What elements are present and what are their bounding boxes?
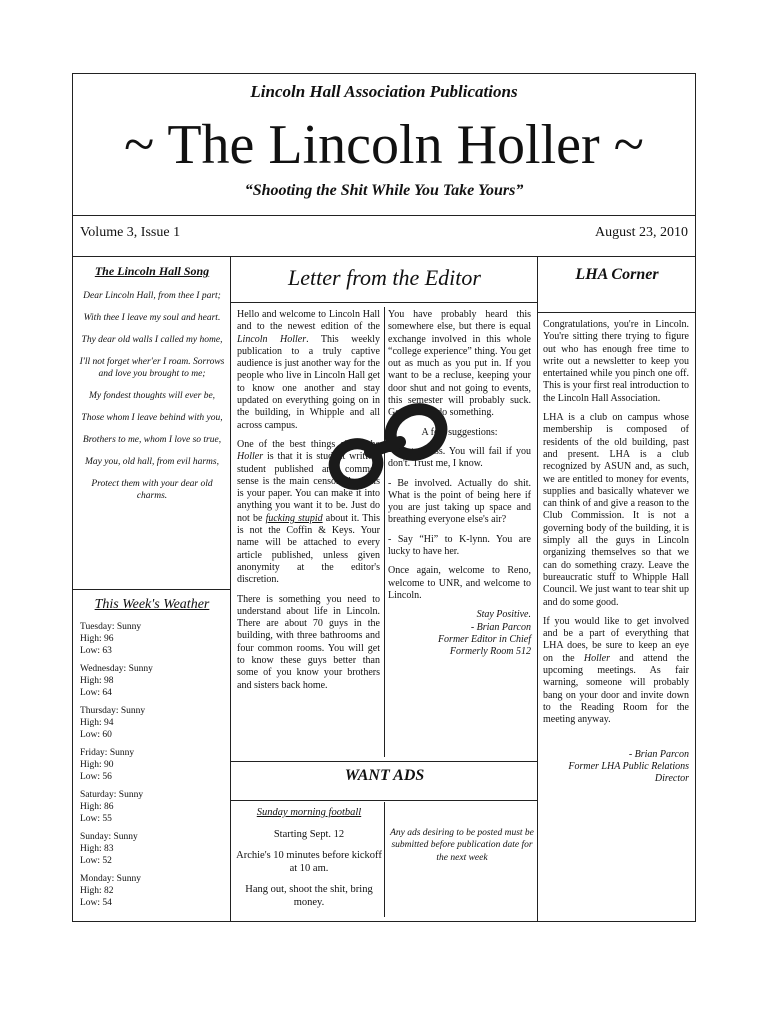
weather-day-name: Wednesday: Sunny	[80, 664, 153, 674]
ad-line: Archie's 10 minutes before kickoff at 10 am.	[236, 850, 382, 874]
weather-title: This Week's Weather	[94, 597, 210, 612]
weather-day	[80, 831, 225, 867]
weather-day-name: Tuesday: Sunny	[80, 622, 142, 632]
weather-high: High: 82	[80, 886, 114, 896]
issue-date: August 23, 2010	[595, 225, 688, 240]
song-lyrics	[76, 290, 228, 512]
rule-editor-gutter	[384, 307, 385, 757]
rule-wantads-title	[230, 800, 537, 801]
rule-song-bottom	[72, 589, 230, 590]
rule-right-column	[537, 256, 538, 922]
weather-high: High: 96	[80, 634, 114, 644]
ad-heading: Sunday morning football	[256, 807, 362, 818]
weather-day-name: Sunday: Sunny	[80, 832, 138, 842]
lha-corner-title: LHA Corner	[575, 266, 659, 283]
weather-day	[80, 747, 225, 783]
text-run: about it. This is not the Coffin & Keys. Your name will be attached to every article published, unless given anonymity at the editor's discretion.	[237, 512, 381, 586]
ad-submission-note: Any ads desiring to be posted must be submitted before publication date for the next week	[390, 828, 534, 863]
weather-day	[80, 873, 225, 909]
lha-paragraph	[543, 616, 689, 727]
text-run: If you would like to get involved and be a part of everything that LHA does, be sure to keep an eye on the	[543, 615, 689, 664]
suggestions-heading: A few suggestions:	[421, 426, 498, 438]
lha-paragraph: LHA is a club on campus whose membership is composed of residents of the old building, past and present. LHA is a club recognized by ASUN and, as such, we are entitled to money for events, supplies and basically whatever we can think of and give a reason to the Club Commission. It is not a governing body of the building, it is simply all the guys in Lincoln organizing themselves so that we can do something crazy. Leave the bureaucratic stuff to Whipple Hall Council. We just want to tear shit up and do some good.	[543, 412, 689, 608]
text-run: Hello and welcome to Lincoln Hall and to the newest edition of the	[237, 309, 380, 333]
weather-day	[80, 705, 225, 741]
song-line: Thy dear old walls I called my home,	[81, 335, 223, 345]
editor-paragraph: There is something you need to understand about life in Lincoln. There are about 70 guys in the building, with three bathrooms and four common rooms. You will get to know these guys better than some of you know your brothers and sisters back home.	[237, 593, 380, 691]
editor-paragraph: Once again, welcome to Reno, welcome to UNR, and welcome to Lincoln.	[388, 565, 531, 601]
lha-column	[543, 319, 689, 785]
weather-day	[80, 789, 225, 825]
suggestion: - Say “Hi” to K-lynn. You are lucky to have her.	[388, 533, 531, 558]
signature-line: Stay Positive.	[476, 609, 531, 621]
signature-line: Former LHA Public Relations Director	[568, 760, 689, 785]
song-line: Brothers to me, whom I love so true,	[82, 435, 222, 445]
rule-masthead-bottom	[72, 215, 696, 216]
editor-signature	[388, 609, 531, 658]
lha-signature	[543, 749, 689, 786]
text-run: One of the best things about the	[237, 438, 380, 450]
signature-line: Formerly Room 512	[449, 646, 531, 658]
ad-line: Hang out, shoot the shit, bring money.	[245, 884, 373, 908]
editor-letter-title: Letter from the Editor	[288, 265, 481, 290]
rule-editor-title	[230, 302, 537, 303]
song-line: May you, old hall, from evil harms,	[85, 457, 219, 467]
infinity-logo-icon	[326, 394, 456, 504]
want-ads-title: WANT ADS	[344, 767, 425, 784]
weather-high: High: 83	[80, 844, 114, 854]
song-line: With thee I leave my soul and heart.	[83, 313, 221, 323]
weather-low: Low: 52	[80, 856, 112, 866]
weather-low: Low: 56	[80, 772, 112, 782]
weather-day-name: Saturday: Sunny	[80, 790, 144, 800]
song-line: Those whom I leave behind with you,	[81, 413, 223, 423]
rule-left-column	[230, 256, 231, 922]
song-line: Dear Lincoln Hall, from thee I part;	[83, 291, 221, 301]
weather-day	[80, 621, 225, 657]
weather-high: High: 86	[80, 802, 114, 812]
suggestion: - Be involved. Actually do shit. What is the point of being here if you are just taking up space and breathing everyone else's air?	[388, 477, 531, 526]
signature-line: Former Editor in Chief	[437, 633, 531, 645]
volume-issue: Volume 3, Issue 1	[80, 225, 181, 240]
text-run: and attend the upcoming meetings. As fair warning, someone will probably bang on your door and invite down to the Reading Room for the meeting anyway.	[543, 652, 690, 726]
song-title: The Lincoln Hall Song	[94, 264, 210, 278]
ad-line: Starting Sept. 12	[273, 829, 345, 840]
weather-low: Low: 55	[80, 814, 112, 824]
weather-low: Low: 54	[80, 898, 112, 908]
rule-wantads-top	[230, 761, 537, 762]
text-run: fucking stupid	[265, 512, 323, 524]
weather-day-name: Thursday: Sunny	[80, 706, 146, 716]
text-run: Holler	[583, 652, 610, 664]
weather-low: Low: 63	[80, 646, 112, 656]
weather-low: Low: 64	[80, 688, 112, 698]
signature-line: - Brian Parcon	[628, 748, 689, 760]
rule-wantads-gutter	[384, 802, 385, 917]
text-run: Holler	[237, 451, 264, 463]
signature-line: - Brian Parcon	[470, 621, 531, 633]
weather-day	[80, 663, 225, 699]
suggestion: - Go to class. You will fail if you don't. Trust me, I know.	[388, 445, 531, 470]
song-line: My fondest thoughts will ever be,	[88, 391, 216, 401]
weather-high: High: 90	[80, 760, 114, 770]
weather-list	[80, 621, 225, 915]
song-line: I'll not forget wher'er I roam. Sorrows and love you brought to me;	[79, 357, 225, 379]
weather-high: High: 94	[80, 718, 114, 728]
weather-day-name: Monday: Sunny	[80, 874, 141, 884]
weather-day-name: Friday: Sunny	[80, 748, 135, 758]
lha-paragraph: Congratulations, you're in Lincoln. You're sitting there trying to figure out who has enough free time to write out a newsletter to keep you entertained while you pinch one off. This is your first real introduction to the Lincoln Hall Association.	[543, 319, 689, 404]
text-run: . This weekly publication to a truly captive audience is just another way for the people who live in Lincoln Hall get to know one another and stay updated on everything going on in the building, in Whipple and all across campus.	[237, 333, 380, 431]
rule-lha-title	[537, 312, 696, 313]
editor-paragraph: You have probably heard this somewhere else, but there is equal exchange involved in this whole “college experience” thing. You get out as much as you put in. If you want to be a recluse, keeping your door shut and not going to events, this semester will probably suck. Get out and do something.	[388, 309, 531, 419]
weather-low: Low: 60	[80, 730, 112, 740]
weather-high: High: 98	[80, 676, 114, 686]
rule-issue-bottom	[72, 256, 696, 257]
slogan: “Shooting the Shit While You Take Yours”	[244, 182, 524, 199]
text-run: is that it is student written, student published and common sense is the main censorship. This is your paper. You can make it into anything you want it to be. Just do not be	[237, 451, 380, 524]
publisher-line: Lincoln Hall Association Publications	[250, 82, 518, 101]
newspaper-title: ~ The Lincoln Holler ~	[124, 114, 644, 176]
song-line: Protect them with your dear old charms.	[91, 479, 213, 501]
football-ad	[236, 806, 382, 917]
text-run: Lincoln Holler	[237, 333, 307, 345]
